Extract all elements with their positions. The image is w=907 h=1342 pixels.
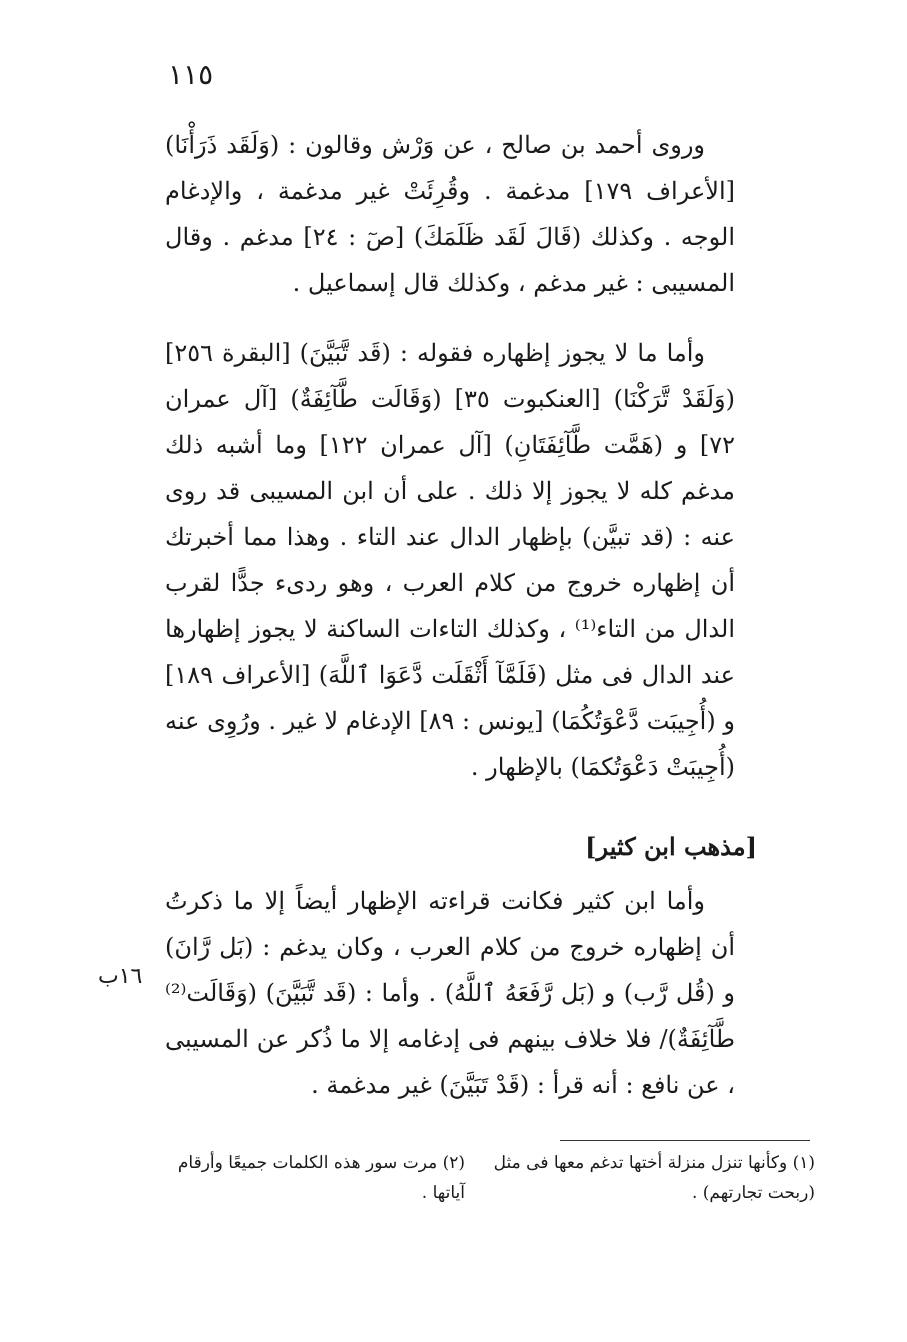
paragraph-warsh-qalun [165, 122, 735, 306]
page-number: ١١٥ [168, 58, 214, 91]
footnote-1: (١) وكأنها تنزل منزلة أختها تدغم معها فى مثل (ربحت تجارتهم) . [493, 1153, 815, 1203]
footnote-2: (٢) مرت سور هذه الكلمات جميعًا وأرقام آياتها . [177, 1153, 465, 1203]
footnotes [165, 1148, 815, 1218]
footnote-divider [560, 1140, 810, 1141]
paragraph-ibn-kathir [165, 878, 735, 1108]
paragraph-text: وأما ما لا يجوز إظهاره فقوله : (قَد تَّبَيَّنَ) [البقرة ٢٥٦] (وَلَقَدْ تَّرَكْنَا) [العنكبوت ٣٥] (وَقَالَت طَّآئِفَةٌ) [آل عمران ٧٢] و (هَمَّت طَّآئِفَتَانِ) [آل عمران ١٢٢] وما أشبه ذلك مدغم كله لا يجوز إلا ذلك . على أن ابن المسيبى قد روى عنه : (قد تبيَّن) بإظهار الدال عند التاء . وهذا مما أخبرتك أن إظهاره خروج من كلام العرب ، وهو ردىء جدًّا لقرب الدال من التاء⁽¹⁾ ، وكذلك التاءات الساكنة لا يجوز إظهارها عند الدال فى مثل (فَلَمَّآ أَثْقَلَت دَّعَوَا ٱللَّهَ) [الأعراف ١٨٩] و (أُجِيبَت دَّعْوَتُكُمَا) [يونس : ٨٩] الإدغام لا غير . ورُوِى عنه (أُجِيبَتْ دَعْوَتُكمَا) بالإظهار . [165, 339, 736, 781]
paragraph-text: وأما ابن كثير فكانت قراءته الإظهار أيضاً إلا ما ذكرتُ أن إظهاره خروج من كلام العرب ، وكان يدغم : (بَل رَّانَ) و (قُل رَّب) و (بَل رَّفَعَهُ ٱللَّهُ) . وأما : (قَد تَّبَيَّنَ) (وَقَالَت⁽²⁾ طَّآئِفَةٌ)/ فلا خلاف بينهم فى إدغامه إلا ما ذُكر عن المسيبى ، عن نافع : أنه قرأ : (قَدْ تَبَيَّنَ) غير مدغمة . [165, 887, 735, 1099]
paragraph-non-assimilation [165, 330, 735, 790]
margin-folio-note: ١٦ب [98, 964, 143, 989]
section-heading: [مذهب ابن كثير] [585, 832, 757, 861]
paragraph-text: وروى أحمد بن صالح ، عن وَرْش وقالون : (وَلَقَد ذَرَأْنَا) [الأعراف ١٧٩] مدغمة . وقُرِئَتْ غير مدغمة ، والإدغام الوجه . وكذلك (قَالَ لَقَد ظَلَمَكَ) [صٓ : ٢٤] مدغم . وقال المسيبى : غير مدغم ، وكذلك قال إسماعيل . [165, 131, 735, 297]
